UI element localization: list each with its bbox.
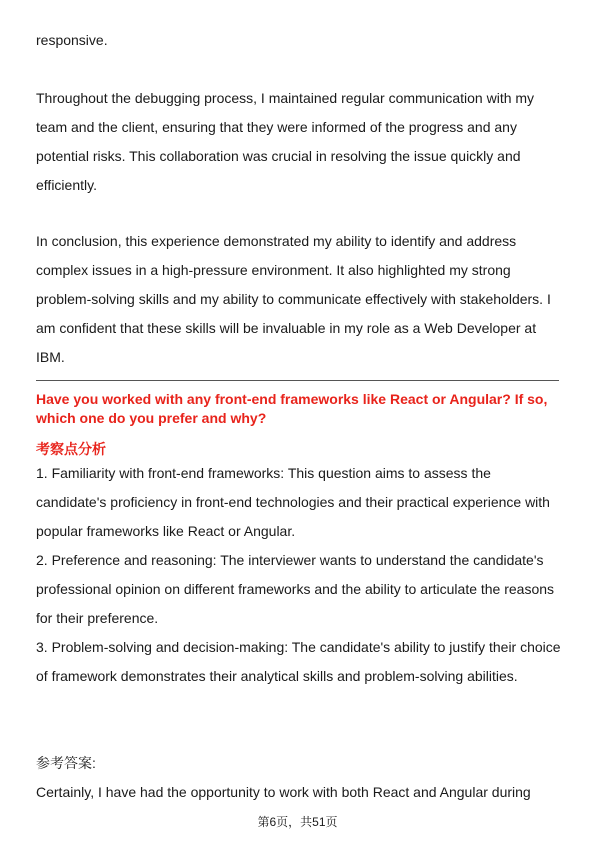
- analysis-item: 2. Preference and reasoning: The interviewer wants to understand the candidate's professional opinion on different frameworks and the ability to articulate the reasons for their preference.: [36, 552, 555, 626]
- analysis-list: [36, 459, 564, 691]
- analysis-item: 3. Problem-solving and decision-making: The candidate's ability to justify their choice of framework demonstrates their analytical skills and problem-solving abilities.: [36, 639, 561, 684]
- paragraph-communication: Throughout the debugging process, I maintained regular communication with my team and the client, ensuring that they were informed of the progress and any potential risks. This collaboration was crucial in resolving the issue quickly and efficiently.: [36, 90, 535, 193]
- page-number-footer: 第6页，共51页: [257, 815, 338, 829]
- section-divider: [36, 380, 559, 381]
- analysis-item: 1. Familiarity with front-end frameworks: This question aims to assess the candidate's proficiency in front-end technologies and their practical experience with popular frameworks like React or Angular.: [36, 465, 550, 539]
- answer-text: Certainly, I have had the opportunity to work with both React and Angular during: [36, 784, 531, 800]
- analysis-heading: 考察点分析: [36, 441, 106, 457]
- interview-question: Have you worked with any front-end frameworks like React or Angular? If so, which one do you prefer and why?: [36, 391, 548, 426]
- paragraph-continuation: responsive.: [36, 32, 108, 48]
- paragraph-conclusion: In conclusion, this experience demonstrated my ability to identify and address complex issues in a high-pressure environment. It also highlighted my strong problem-solving skills and my ability to communicate effectively with stakeholders. I am confident that these skills will be invaluable in my role as a Web Developer at IBM.: [36, 233, 551, 365]
- answer-heading: 参考答案:: [36, 755, 96, 771]
